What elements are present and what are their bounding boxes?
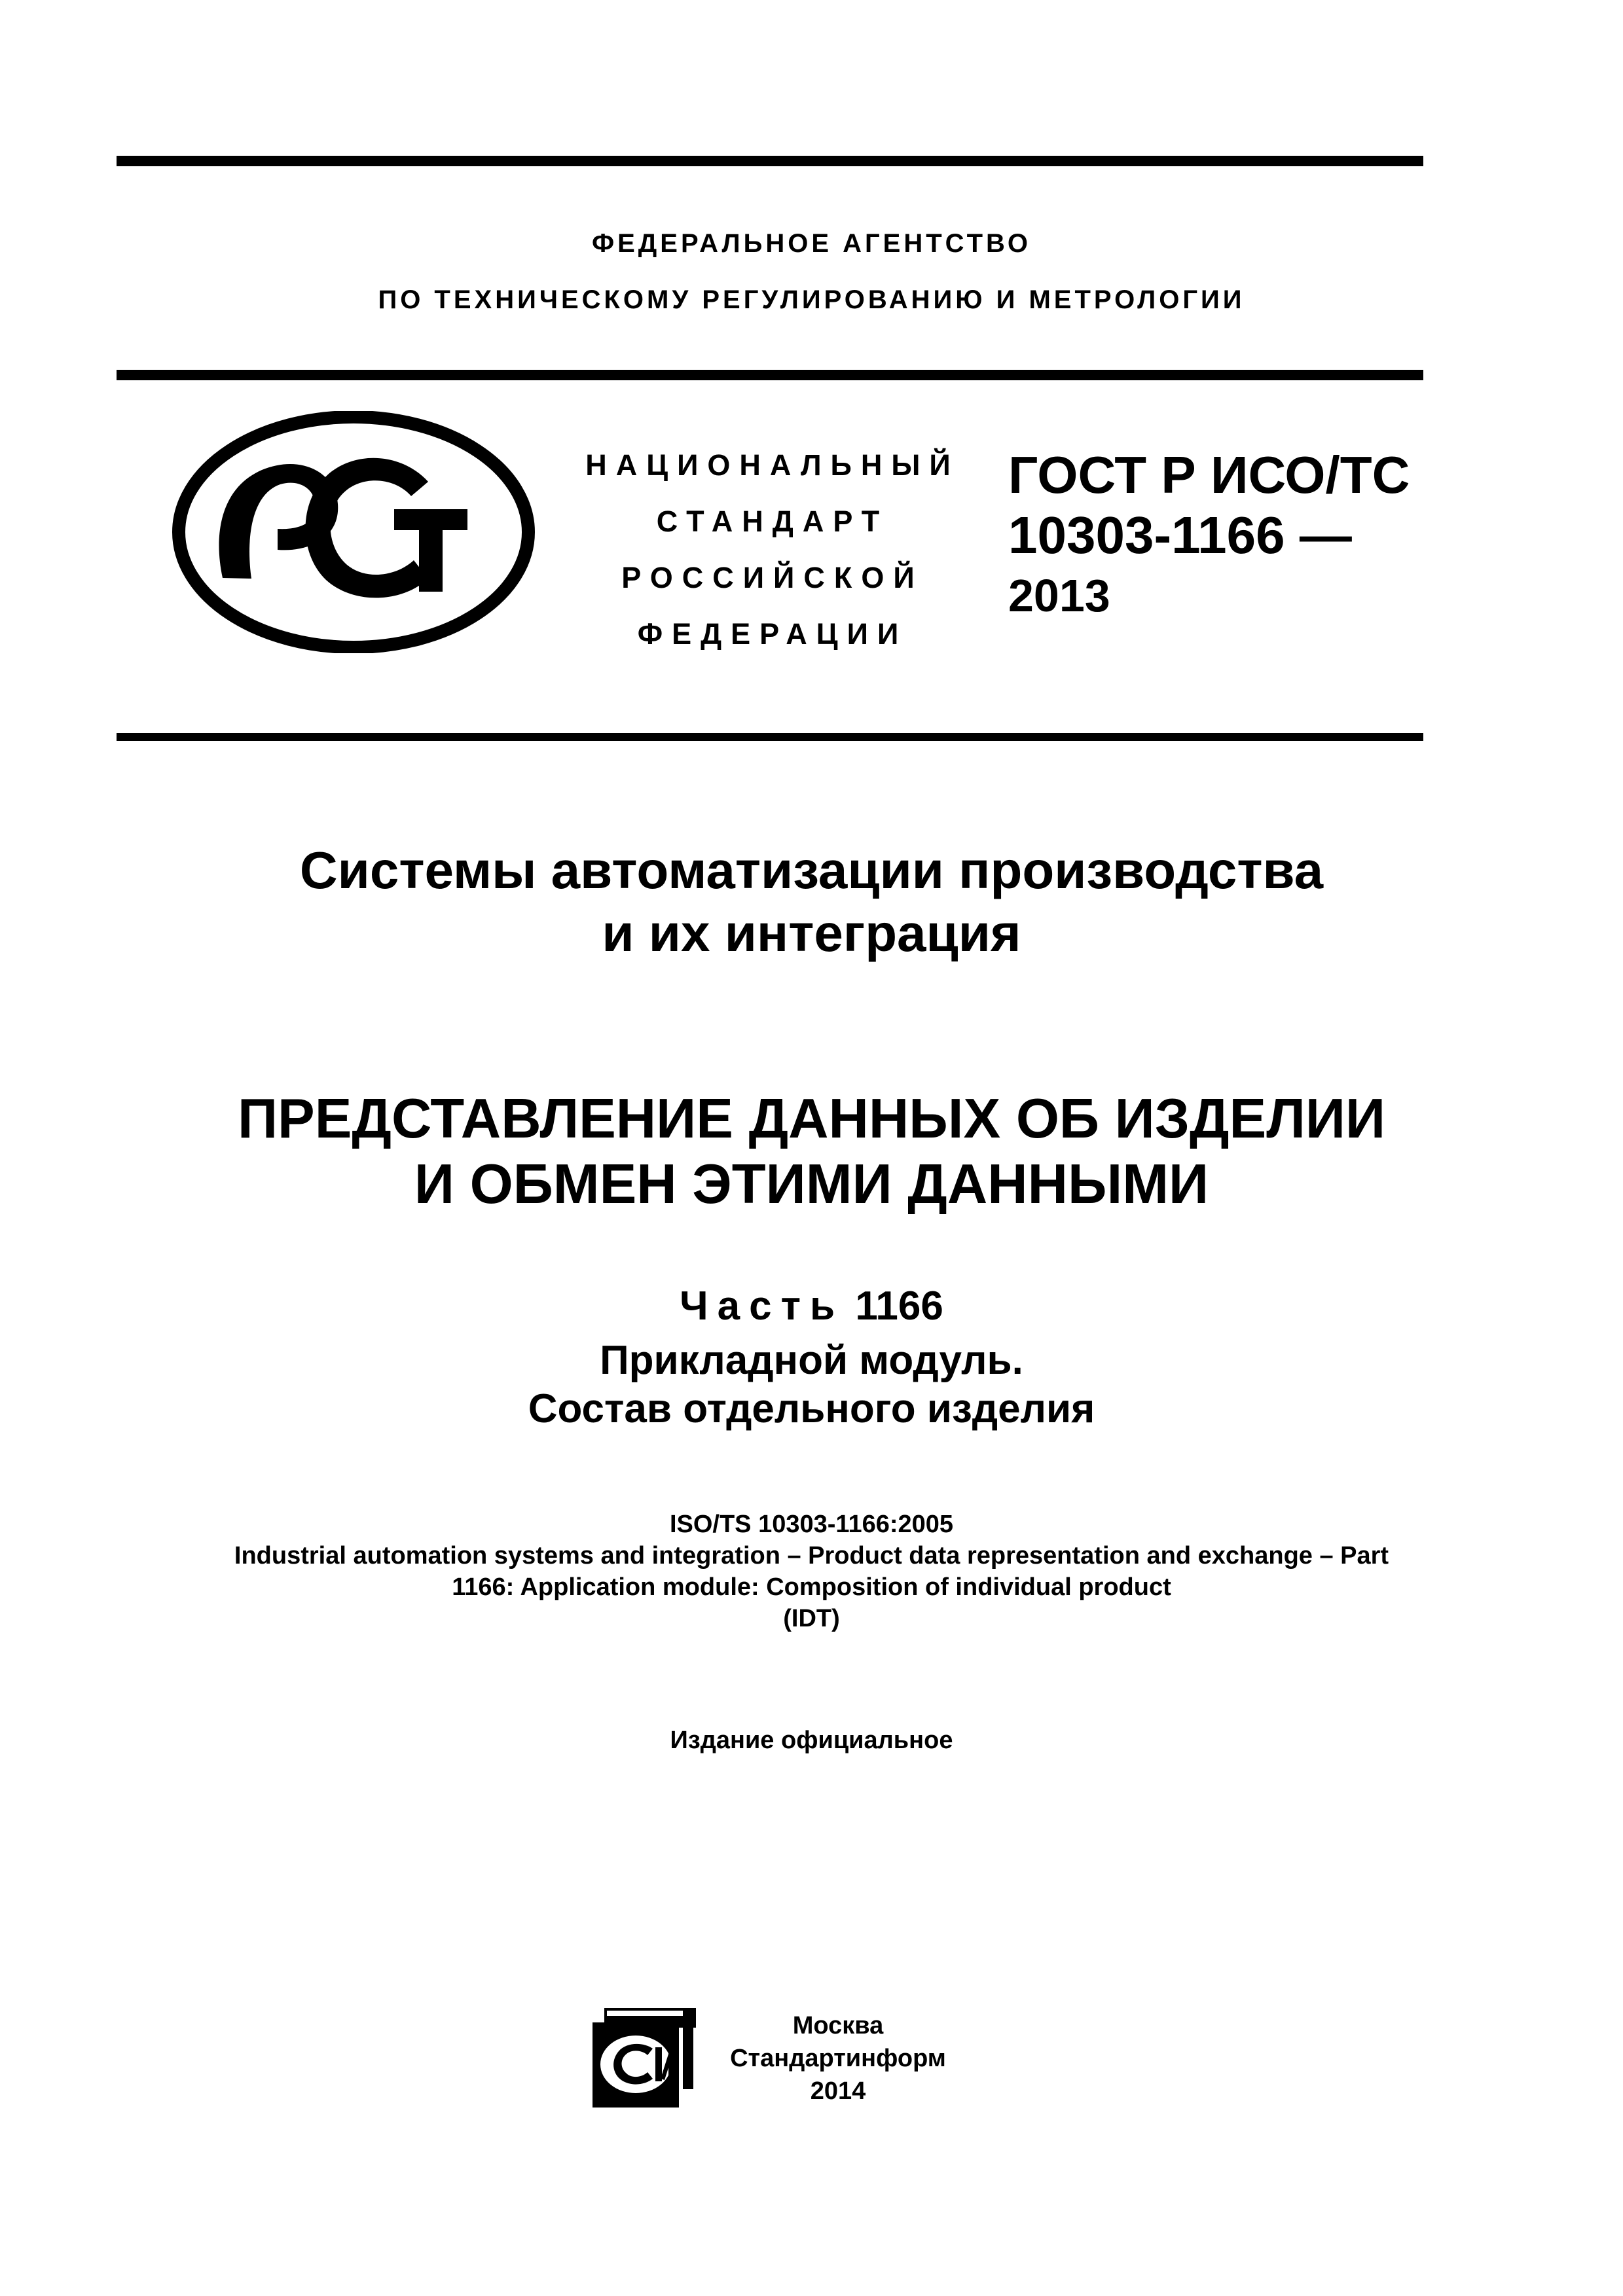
national-standard-line-4: ФЕДЕРАЦИИ: [637, 617, 908, 651]
agency-line-1: ФЕДЕРАЛЬНОЕ АГЕНТСТВО: [591, 229, 1032, 258]
agency-line-2: ПО ТЕХНИЧЕСКОМУ РЕГУЛИРОВАНИЮ И МЕТРОЛОГИИ: [378, 285, 1245, 314]
iso-line-1: ISO/TS 10303-1166:2005: [669, 1511, 954, 1538]
rst-conformity-mark-icon: [172, 411, 536, 653]
national-standard-line-3: РОССИЙСКОЙ: [621, 561, 924, 594]
publisher-info: [707, 2009, 969, 2108]
standard-designation: [1008, 445, 1467, 626]
designation-line-2: 10303-1166 —: [1008, 506, 1352, 564]
designation-line-1: ГОСТ Р ИСО/ТС: [1008, 446, 1410, 504]
iso-line-3: 1166: Application module: Composition of individual product: [452, 1573, 1171, 1601]
part-title: [0, 1338, 1623, 1431]
iso-reference: [0, 1509, 1623, 1634]
title-divider: [117, 733, 1423, 741]
part-label: Часть: [680, 1283, 845, 1329]
subtitle-line-1: ПРЕДСТАВЛЕНИЕ ДАННЫХ ОБ ИЗДЕЛИИ: [237, 1088, 1386, 1150]
part-line-2: Прикладной модуль.: [600, 1338, 1023, 1383]
iso-line-4: (IDT): [783, 1605, 840, 1632]
national-standard-line-2: СТАНДАРТ: [656, 505, 889, 538]
part-heading: [0, 1283, 1623, 1329]
standartinform-logo-icon: [593, 2008, 696, 2108]
agency-name: [0, 224, 1623, 319]
part-number: 1166: [855, 1283, 943, 1329]
edition-label: Издание официальное: [670, 1727, 953, 1754]
national-standard-line-1: НАЦИОНАЛЬНЫЙ: [585, 448, 960, 482]
header-divider: [117, 370, 1423, 380]
document-title: [0, 839, 1623, 965]
publisher-year: 2014: [810, 2077, 866, 2105]
publisher-city: Москва: [792, 2012, 884, 2039]
title-line-2: и их интеграция: [602, 904, 1021, 962]
title-line-1: Системы автоматизации производства: [299, 841, 1324, 899]
publisher-name: Стандартинформ: [730, 2045, 946, 2072]
part-line-3: Состав отдельного изделия: [528, 1386, 1095, 1431]
subtitle-line-2: И ОБМЕН ЭТИМИ ДАННЫМИ: [414, 1153, 1209, 1215]
iso-line-2: Industrial automation systems and integration – Product data representation and exchange – Part: [234, 1542, 1389, 1570]
national-standard-label: [570, 437, 976, 662]
top-divider: [117, 156, 1423, 166]
document-subtitle: [0, 1086, 1623, 1217]
designation-line-3: 2013: [1008, 570, 1110, 621]
